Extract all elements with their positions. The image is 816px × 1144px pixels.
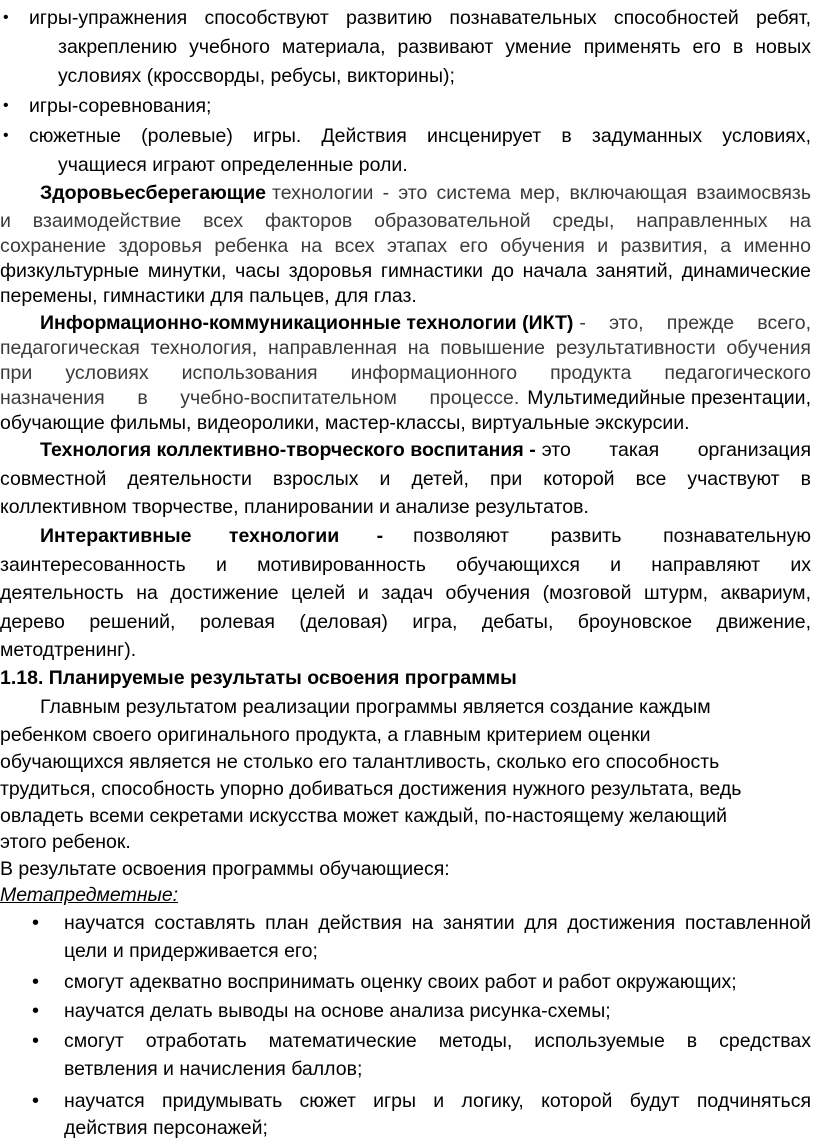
paragraph-line: Главным результатом реализации программы является создание каждым	[40, 696, 711, 718]
bullet-line: ветвления и начисления баллов;	[64, 1058, 363, 1080]
paragraph-line: при условиях использования информационного продукта педагогического	[0, 362, 811, 384]
bullet-line: условиях (кроссворды, ребусы, викторины);	[58, 65, 455, 87]
bullet-marker: •	[32, 1030, 40, 1052]
bullet-line: цели и придерживается его;	[64, 940, 318, 962]
bullet-line: смогут адекватно воспринимать оценку своих работ и работ окружающих;	[64, 971, 737, 993]
term-collective: Технология коллективно-творческого воспитания -	[40, 439, 536, 461]
paragraph-line	[40, 181, 811, 205]
section-heading: 1.18. Планируемые результаты освоения программы	[0, 667, 517, 689]
bullet-line: закреплению учебного материала, развивают умение применять его в новых	[58, 36, 811, 58]
paragraph-line: методтренинг).	[0, 639, 137, 661]
paragraph-line	[40, 311, 811, 335]
paragraph-line: физкультурные минутки, часы здоровья гимнастики до начала занятий, динамические	[0, 260, 811, 282]
paragraph-line: дерево решений, ролевая (деловая) игра, дебаты, броуновское движение,	[0, 611, 811, 633]
meta-label: Метапредметные:	[0, 884, 179, 906]
bullet-line: научатся составлять план действия на занятии для достижения поставленной	[64, 912, 811, 934]
bullet-line: смогут отработать математические методы, используемые в средствах	[64, 1030, 811, 1052]
bullet-line: научатся придумывать сюжет игры и логику, которой будут подчиняться	[64, 1090, 811, 1112]
bullet-marker: •	[32, 1000, 40, 1022]
term-interactive: Интерактивные технологии -	[40, 525, 384, 547]
paragraph-line: обучающие фильмы, видеоролики, мастер-классы, виртуальные экскурсии.	[0, 412, 690, 434]
results-intro: В результате освоения программы обучающиеся:	[0, 858, 450, 880]
paragraph-line: и взаимодействие всех факторов образовательной среды, направленных на	[0, 210, 811, 232]
paragraph-fragment: Мультимедийные презентации,	[527, 387, 811, 409]
paragraph-line: совместной деятельности взрослых и детей, при которой все участвуют в	[0, 468, 811, 490]
paragraph-line	[0, 386, 811, 410]
bullet-line: игры-соревнования;	[29, 95, 212, 117]
paragraph-line: ребенком своего оригинального продукта, а главным критерием оценки	[0, 724, 651, 746]
bullet-line: игры-упражнения способствуют развитию познавательных способностей ребят,	[29, 7, 811, 29]
paragraph-line	[40, 524, 811, 548]
paragraph-line: обучающихся является не столько его талантливость, сколько его способность	[0, 751, 720, 773]
paragraph-line: коллективном творчестве, планировании и анализе результатов.	[0, 496, 589, 518]
paragraph-fragment: назначения в учебно-воспитательном процессе.	[0, 387, 520, 409]
term-ict: Информационно-коммуникационные технологии (ИКТ)	[40, 312, 574, 334]
paragraph-line: педагогическая технология, направленная на повышение результативности обучения	[0, 337, 811, 359]
term-definition: - это, прежде всего,	[579, 312, 811, 334]
paragraph-line: овладеть всеми секретами искусства может каждый, по-настоящему желающий	[0, 805, 728, 827]
term-definition: позволяют развить познавательную	[413, 525, 811, 547]
bullet-marker: •	[3, 97, 9, 114]
paragraph-line	[40, 438, 811, 462]
bullet-line: учащиеся играют определенные роли.	[58, 154, 408, 176]
bullet-line: сюжетные (ролевые) игры. Действия инсценирует в задуманных условиях,	[29, 125, 811, 147]
bullet-line: научатся делать выводы на основе анализа рисунка-схемы;	[64, 1000, 611, 1022]
term-definition: технологии - это система мер, включающая взаимосвязь	[272, 182, 811, 204]
bullet-marker: •	[3, 127, 9, 144]
bullet-line: действия персонажей;	[64, 1117, 268, 1139]
bullet-marker: •	[32, 971, 40, 993]
paragraph-line: сохранение здоровья ребенка на всех этапах его обучения и развития, а именно	[0, 235, 811, 257]
term-health: Здоровьесберегающие	[40, 182, 267, 204]
paragraph-line: заинтересованность и мотивированность обучающихся и направляют их	[0, 554, 811, 576]
paragraph-line: деятельность на достижение целей и задач обучения (мозговой штурм, аквариум,	[0, 582, 811, 604]
bullet-marker: •	[32, 912, 40, 934]
bullet-marker: •	[32, 1090, 40, 1112]
bullet-marker: •	[3, 9, 9, 26]
paragraph-line: трудиться, способность упорно добиваться достижения нужного результата, ведь	[0, 778, 742, 800]
paragraph-line: перемены, гимнастики для пальцев, для глаз.	[0, 285, 417, 307]
paragraph-line: этого ребенок.	[0, 831, 131, 853]
term-definition: это такая организация	[541, 439, 811, 461]
